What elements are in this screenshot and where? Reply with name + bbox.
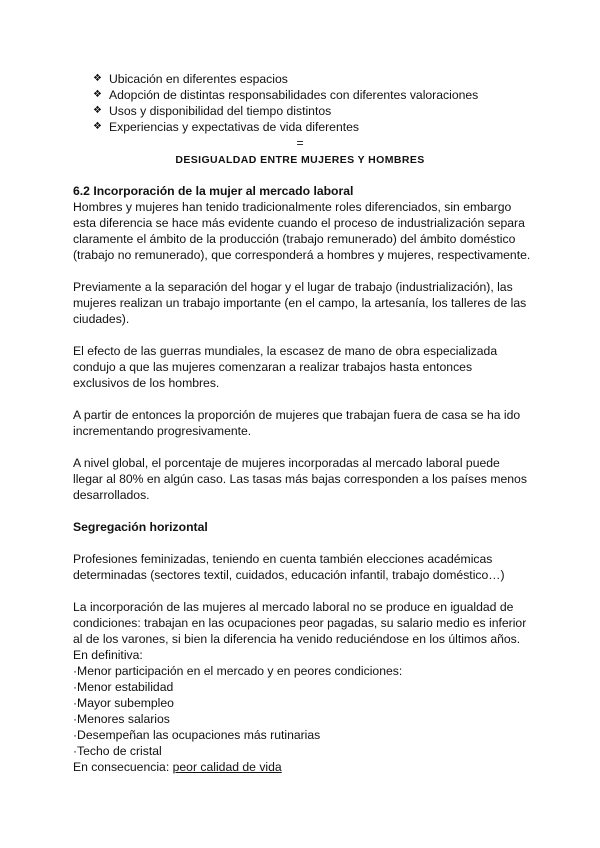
list-item: ·Menor participación en el mercado y en peores condiciones:	[73, 664, 403, 678]
paragraph-2: Previamente a la separación del hogar y el lugar de trabajo (industrialización), las mujeres realizan un trabajo importante (en el campo, la artesanía, los talleres de las ciudades).	[73, 280, 527, 326]
list-item: ·Desempeñan las ocupaciones más rutinarias	[73, 728, 321, 742]
conclusion-title: DESIGUALDAD ENTRE MUJERES Y HOMBRES	[175, 154, 425, 166]
list-item: ❖ Adopción de distintas responsabilidades con diferentes valoraciones	[93, 88, 479, 102]
paragraph-1: Hombres y mujeres han tenido tradicionalmente roles diferenciados, sin embargo esta diferencia se hace más evidente cuando el proceso de industrialización separa claramente el ámbito de la producción (trabajo remunerado) del ámbito doméstico (trabajo no remunerado), que corresponderá a hombres y mujeres, respectivamente.	[73, 200, 531, 262]
list-item: ·Mayor subempleo	[73, 696, 174, 710]
diamond-bullet-icon: ❖	[93, 89, 102, 100]
body-text	[73, 183, 533, 775]
conclusion-block	[0, 135, 600, 167]
bullet-list	[93, 71, 478, 135]
equals-sign: =	[296, 136, 304, 150]
conditions-list	[73, 663, 533, 759]
consequence-line: En consecuencia: peor calidad de vida	[73, 760, 282, 774]
consequence-underlined-text: peor calidad de vida	[172, 760, 282, 774]
paragraph-7: La incorporación de las mujeres al mercado laboral no se produce en igualdad de condiciones: trabajan en las ocupaciones peor pagadas, su salario medio es inferior al de los varones, si bien la diferencia ha venido reduciéndose en los últimos años. En definitiva:	[73, 600, 527, 662]
subheading: Segregación horizontal	[73, 520, 208, 534]
list-item: ❖ Ubicación en diferentes espacios	[93, 72, 288, 86]
diamond-bullet-icon: ❖	[93, 105, 102, 116]
list-item: ❖ Usos y disponibilidad del tiempo distintos	[93, 104, 332, 118]
paragraph-6: Profesiones feminizadas, teniendo en cuenta también elecciones académicas determinadas (sectores textil, cuidados, educación infantil, trabajo doméstico…)	[73, 552, 505, 582]
list-item: ❖ Experiencias y expectativas de vida diferentes	[93, 120, 359, 134]
list-item: ·Techo de cristal	[73, 744, 162, 758]
paragraph-4: A partir de entonces la proporción de mujeres que trabajan fuera de casa se ha ido incrementando progresivamente.	[73, 408, 521, 438]
diamond-bullet-icon: ❖	[93, 121, 102, 132]
section-heading: 6.2 Incorporación de la mujer al mercado laboral	[73, 184, 354, 198]
list-item: ·Menor estabilidad	[73, 680, 174, 694]
paragraph-3: El efecto de las guerras mundiales, la escasez de mano de obra especializada condujo a que las mujeres comenzaran a realizar trabajos hasta entonces exclusivos de los hombres.	[73, 344, 498, 390]
diamond-bullet-icon: ❖	[93, 73, 102, 84]
list-item: ·Menores salarios	[73, 712, 170, 726]
paragraph-5: A nivel global, el porcentaje de mujeres incorporadas al mercado laboral puede llegar al 80% en algún caso. Las tasas más bajas corresponden a los países menos desarrollados.	[73, 456, 527, 502]
